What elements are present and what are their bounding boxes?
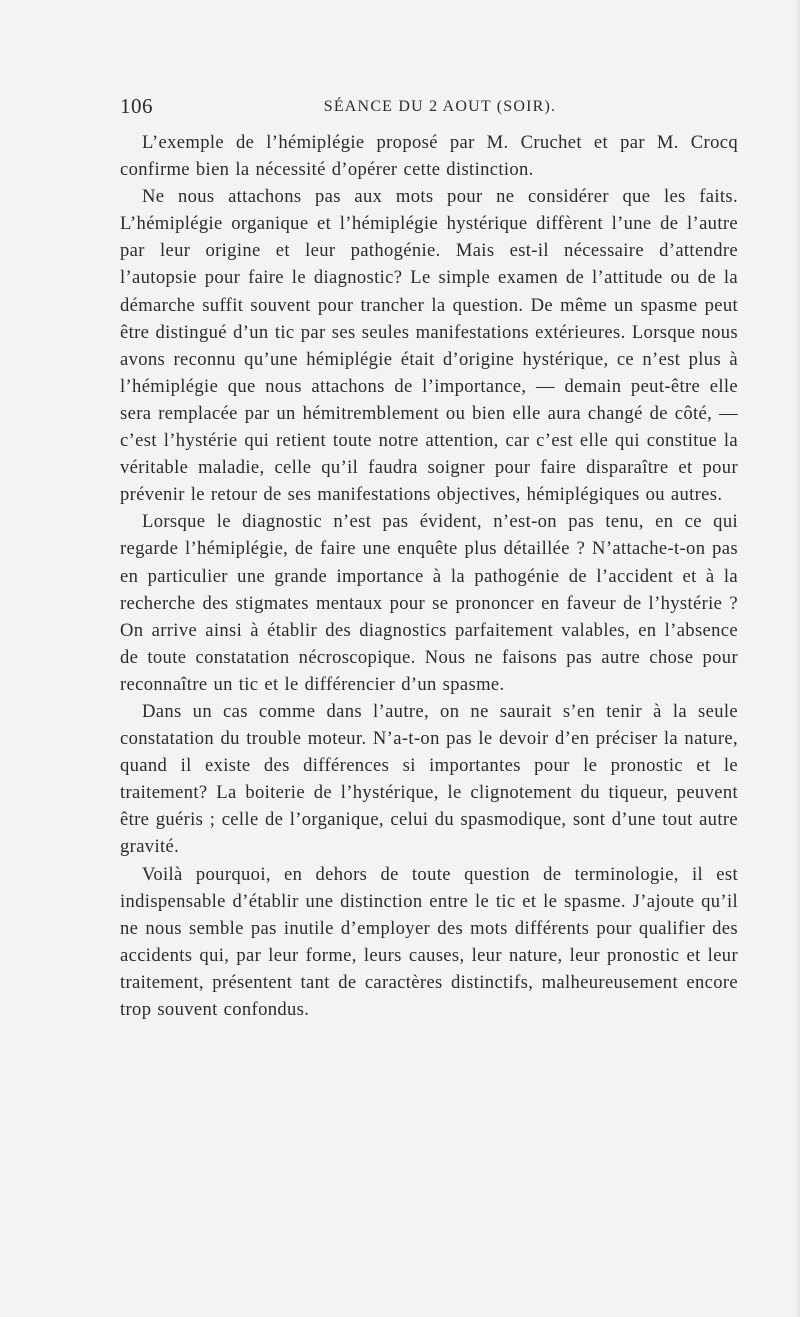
paragraph: Voilà pourquoi, en dehors de toute question de terminologie, il est indispensable d’établir une distinction entre le tic et le spasme. J’ajoute qu’il ne nous semble pas inutile d’employer des mots différents pour qualifier des accidents qui, par leur forme, leurs causes, leur nature, leur pronostic et leur traitement, présentent tant de caractères distinctifs, malheureusement encore trop souvent confondus. bbox=[120, 863, 738, 1020]
paragraph: Lorsque le diagnostic n’est pas évident, n’est-on pas tenu, en ce qui regarde l’hémiplégie, de faire une enquête plus détaillée ? N’attache-t-on pas en particulier une grande importance à la pathogénie de l’accident et à la recherche des stigmates mentaux pour se prononcer en faveur de l’hystérie ? On arrive ainsi à établir des diagnostics parfaitement valables, en l’absence de toute constatation nécroscopique. Nous ne faisons pas autre chose pour reconnaître un tic et le différencier d’un spasme. bbox=[120, 511, 738, 695]
running-head: SÉANCE DU 2 AOUT (SOIR). bbox=[323, 98, 557, 115]
paragraph: L’exemple de l’hémiplégie proposé par M. Cruchet et par M. Crocq confirme bien la nécessité d’opérer cette distinction. bbox=[120, 132, 738, 181]
body-text bbox=[120, 129, 738, 1023]
page-header bbox=[120, 94, 740, 124]
page-edge-shadow bbox=[794, 0, 800, 1317]
page-number: 106 bbox=[120, 94, 153, 118]
paragraph: Dans un cas comme dans l’autre, on ne saurait s’en tenir à la seule constatation du trouble moteur. N’a-t-on pas le devoir d’en préciser la nature, quand il existe des différences si importantes pour le pronostic et le traitement? La boiterie de l’hystérique, le clignotement du tiqueur, peuvent être guéris ; celle de l’organique, celui du spasmodique, sont d’une tout autre gravité. bbox=[120, 700, 738, 858]
paragraph: Ne nous attachons pas aux mots pour ne considérer que les faits. L’hémiplégie organique et l’hémiplégie hystérique diffèrent l’une de l’autre par leur origine et leur pathogénie. Mais est-il nécessaire d’attendre l’autopsie pour faire le diagnostic? Le simple examen de l’attitude ou de la démarche suffit souvent pour trancher la question. De même un spasme peut être distingué d’un tic par ses seules manifestations extérieures. Lorsque nous avons reconnu qu’une hémiplégie était d’origine hystérique, ce n’est plus à l’hémiplégie que nous attachons de l’importance, — demain peut-être elle sera remplacée par un hémitremblement ou bien elle aura changé de côté, — c’est l’hystérie qui retient toute notre attention, car c’est elle qui constitue la véritable maladie, celle qu’il faudra soigner pour faire disparaître et pour prévenir le retour de ses manifestations objectives, hémiplégiques ou autres. bbox=[120, 186, 738, 506]
